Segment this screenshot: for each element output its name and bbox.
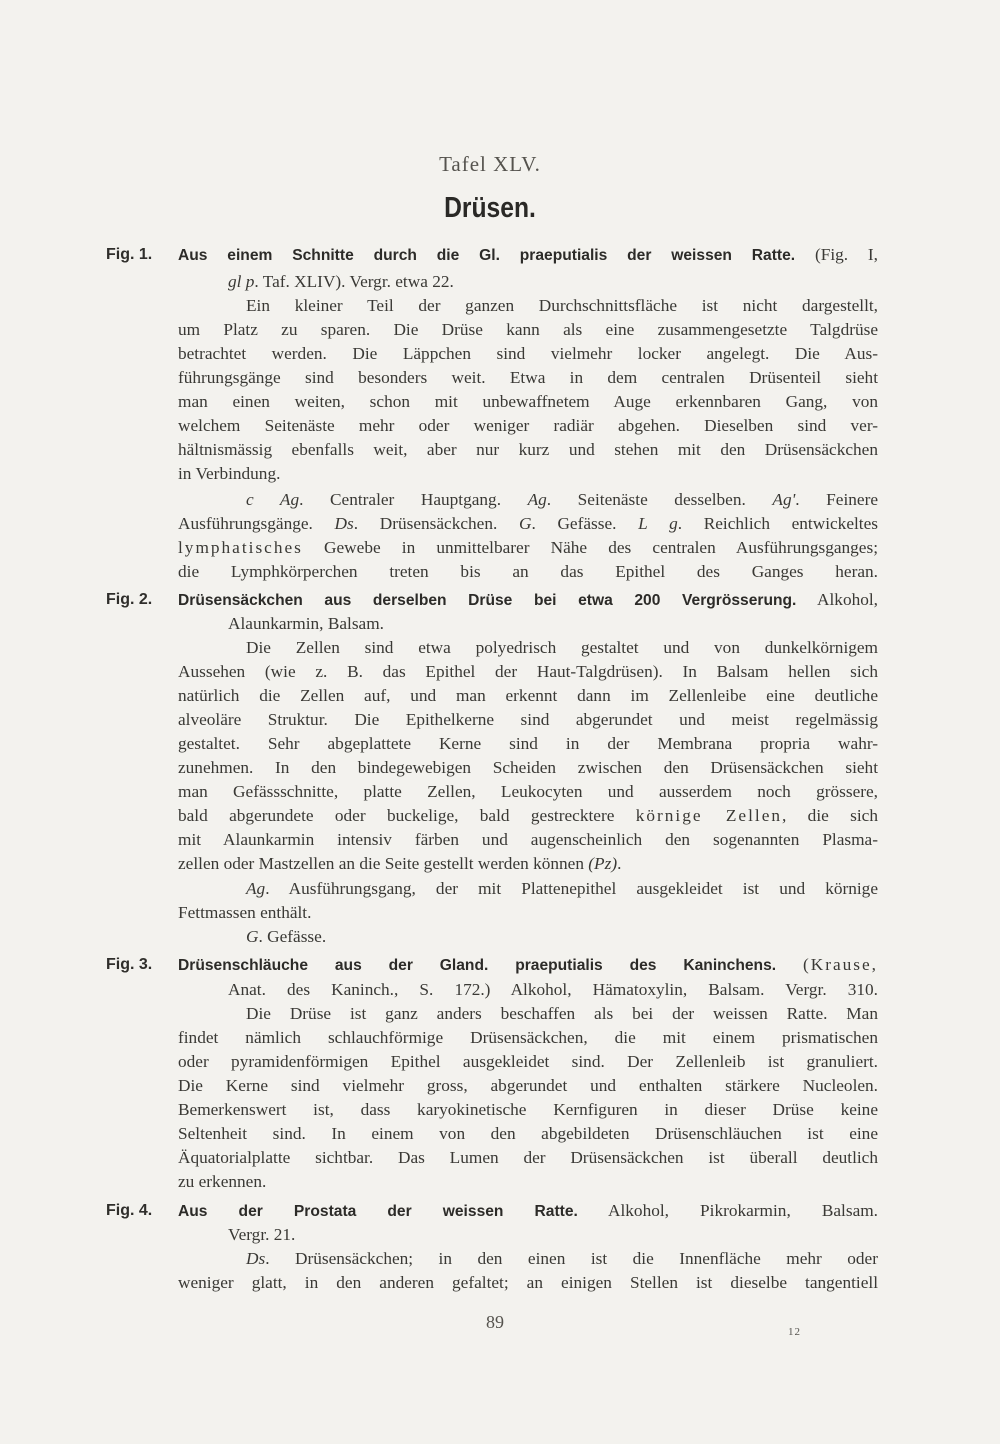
text-line: natürlich die Zellen auf, und man erkennt dann im Zellenleibe eine deutliche: [178, 686, 878, 705]
legend-text: . Seitenäste desselben.: [546, 490, 746, 509]
legend-text: . Centraler Hauptgang.: [299, 490, 502, 509]
legend-key: (Pz): [588, 854, 618, 873]
figure-heading: [178, 588, 878, 613]
text-line: um Platz zu sparen. Die Drüse kann als eine zusammengesetzte Talgdrüse: [178, 320, 878, 339]
text-line: Aussehen (wie z. B. das Epithel der Haut-Talgdrüsen). In Balsam hellen sich: [178, 662, 878, 681]
text-segment: bald abgerundete oder buckelige, bald gestrecktere: [178, 806, 615, 825]
legend-text: . Ausführungsgang, der mit Plattenepithel ausgekleidet ist und körnige: [265, 879, 878, 898]
text-line: welchem Seitenäste mehr oder weniger radiär abgehen. Dieselben sind ver-: [178, 416, 878, 435]
figure-title: Aus der Prostata der weissen Ratte.: [178, 1203, 578, 1220]
legend-line: Fettmassen enthält.: [178, 903, 312, 922]
legend-line: die Lymphkörperchen treten bis an das Epithel des Ganges heran.: [178, 562, 878, 581]
figure-title: Drüsensäckchen aus derselben Drüse bei etwa 200 Vergrösserung.: [178, 592, 797, 609]
legend-text: . Drüsensäckchen; in den einen ist die Innenfläche mehr oder: [265, 1249, 878, 1268]
text-line: [178, 852, 878, 876]
legend-text: . Reichlich entwickeltes: [677, 514, 878, 533]
text-line: hältnismässig ebenfalls weit, aber nur kurz und stehen mit den Drüsensäckchen: [178, 440, 878, 459]
figure-heading: [178, 1199, 878, 1224]
text-line: man Gefässschnitte, platte Zellen, Leukocyten und ausserdem noch grössere,: [178, 782, 878, 801]
figure-ref: gl p: [228, 272, 255, 291]
figure-meta: (Fig. I,: [814, 245, 878, 264]
text-line: oder pyramidenförmigen Epithel ausgekleidet sind. Der Zellenleib ist granuliert.: [178, 1052, 878, 1071]
text-line: Bemerkenswert ist, dass karyokinetische Kernfiguren in dieser Drüse keine: [178, 1100, 878, 1119]
text-line: weniger glatt, in den anderen gefaltet; an einigen Stellen ist dieselbe tangentiell: [178, 1273, 878, 1292]
text-line: Die Drüse ist ganz anders beschaffen als bei der weissen Ratte. Man: [246, 1004, 878, 1023]
figure-meta: Alkohol, Pikrokarmin, Balsam.: [608, 1201, 878, 1220]
figure-label: Fig. 3.: [106, 956, 153, 973]
legend-key: Ag': [772, 490, 796, 509]
text-line: zu erkennen.: [178, 1172, 267, 1191]
figure-label: Fig. 2.: [106, 591, 153, 608]
figure-title: Aus einem Schnitte durch die Gl. praeputialis der weissen Ratte.: [178, 247, 796, 264]
text-line: mit Alaunkarmin intensiv färben und augenscheinlich den sogenannten Plasma-: [178, 830, 878, 849]
legend-line: [246, 877, 878, 901]
text-line: gestaltet. Sehr abgeplattete Kerne sind in der Membrana propria wahr-: [178, 734, 878, 753]
figure-meta-line: Vergr. 21.: [228, 1225, 296, 1244]
figure-label: Fig. 4.: [106, 1202, 153, 1219]
text-segment: .: [617, 854, 622, 873]
sheet-mark: 12: [788, 1326, 801, 1338]
legend-key: Ds: [334, 514, 354, 533]
figure-label: Fig. 1.: [106, 246, 153, 263]
legend-text: Gewebe in unmittelbarer Nähe des centralen Ausführungsganges;: [324, 538, 878, 557]
figure-title: Drüsenschläuche aus der Gland. praeputialis des Kaninchens.: [178, 957, 777, 974]
text-line: [178, 804, 878, 828]
figure-heading: [178, 243, 878, 268]
text-segment: , die sich: [782, 806, 878, 825]
figure-meta: (Krause,: [802, 955, 878, 974]
page-number: 89: [486, 1312, 504, 1332]
legend-line: [246, 488, 878, 512]
legend-key: c Ag: [246, 490, 300, 509]
text-line: betrachtet werden. Die Läppchen sind vielmehr locker angelegt. Die Aus-: [178, 344, 878, 363]
legend-line: [246, 1247, 878, 1271]
plate-heading: Tafel XLV.: [439, 152, 541, 176]
legend-key: Ag: [527, 490, 547, 509]
figure-meta: Alkohol,: [817, 590, 878, 609]
text-line: Ein kleiner Teil der ganzen Durchschnittsfläche ist nicht dargestellt,: [246, 296, 878, 315]
figure-meta-line: Alaunkarmin, Balsam.: [228, 614, 384, 633]
legend-line: [178, 536, 878, 560]
legend-line: [246, 925, 878, 949]
figure-meta-line: [228, 270, 878, 294]
legend-text: Ausführungsgänge.: [178, 514, 313, 533]
figure-meta-text: . Taf. XLIV). Vergr. etwa 22.: [254, 272, 454, 291]
spaced-term: lymphatisches: [178, 538, 303, 557]
legend-key: Ds: [246, 1249, 266, 1268]
figure-heading: [178, 953, 878, 978]
text-line: Seltenheit sind. In einem von den abgebildeten Drüsenschläuchen ist eine: [178, 1124, 878, 1143]
text-line: zunehmen. In den bindegewebigen Scheiden zwischen den Drüsensäckchen sieht: [178, 758, 878, 777]
legend-text: . Feinere: [795, 490, 879, 509]
text-line: führungsgänge sind besonders weit. Etwa in dem centralen Drüsenteil sieht: [178, 368, 878, 387]
text-line: findet nämlich schlauchförmige Drüsensäckchen, die mit einem prismatischen: [178, 1028, 878, 1047]
legend-key: G: [518, 514, 532, 533]
text-line: Die Kerne sind vielmehr gross, abgerundet und enthalten stärkere Nucleolen.: [178, 1076, 878, 1095]
text-line: Die Zellen sind etwa polyedrisch gestaltet und von dunkelkörnigem: [246, 638, 878, 657]
legend-key: L g: [638, 514, 678, 533]
section-title: Drüsen.: [444, 192, 536, 224]
legend-key: G: [246, 927, 259, 946]
figure-meta-line: Anat. des Kaninch., S. 172.) Alkohol, Hämatoxylin, Balsam. Vergr. 310.: [228, 980, 878, 999]
spaced-term: körnige Zellen: [635, 806, 783, 825]
legend-text: . Drüsensäckchen.: [353, 514, 498, 533]
legend-line: [178, 512, 878, 536]
text-line: alveoläre Struktur. Die Epithelkerne sind abgerundet und meist regelmässig: [178, 710, 878, 729]
legend-key: Ag: [246, 879, 266, 898]
legend-text: . Gefässe.: [531, 514, 617, 533]
text-line: man einen weiten, schon mit unbewaffnetem Auge erkennbaren Gang, von: [178, 392, 878, 411]
text-segment: zellen oder Mastzellen an die Seite gestellt werden können: [178, 854, 584, 873]
text-line: in Verbindung.: [178, 464, 281, 483]
text-line: Äquatorialplatte sichtbar. Das Lumen der Drüsensäckchen ist überall deutlich: [178, 1148, 878, 1167]
legend-text: . Gefässe.: [258, 927, 327, 946]
